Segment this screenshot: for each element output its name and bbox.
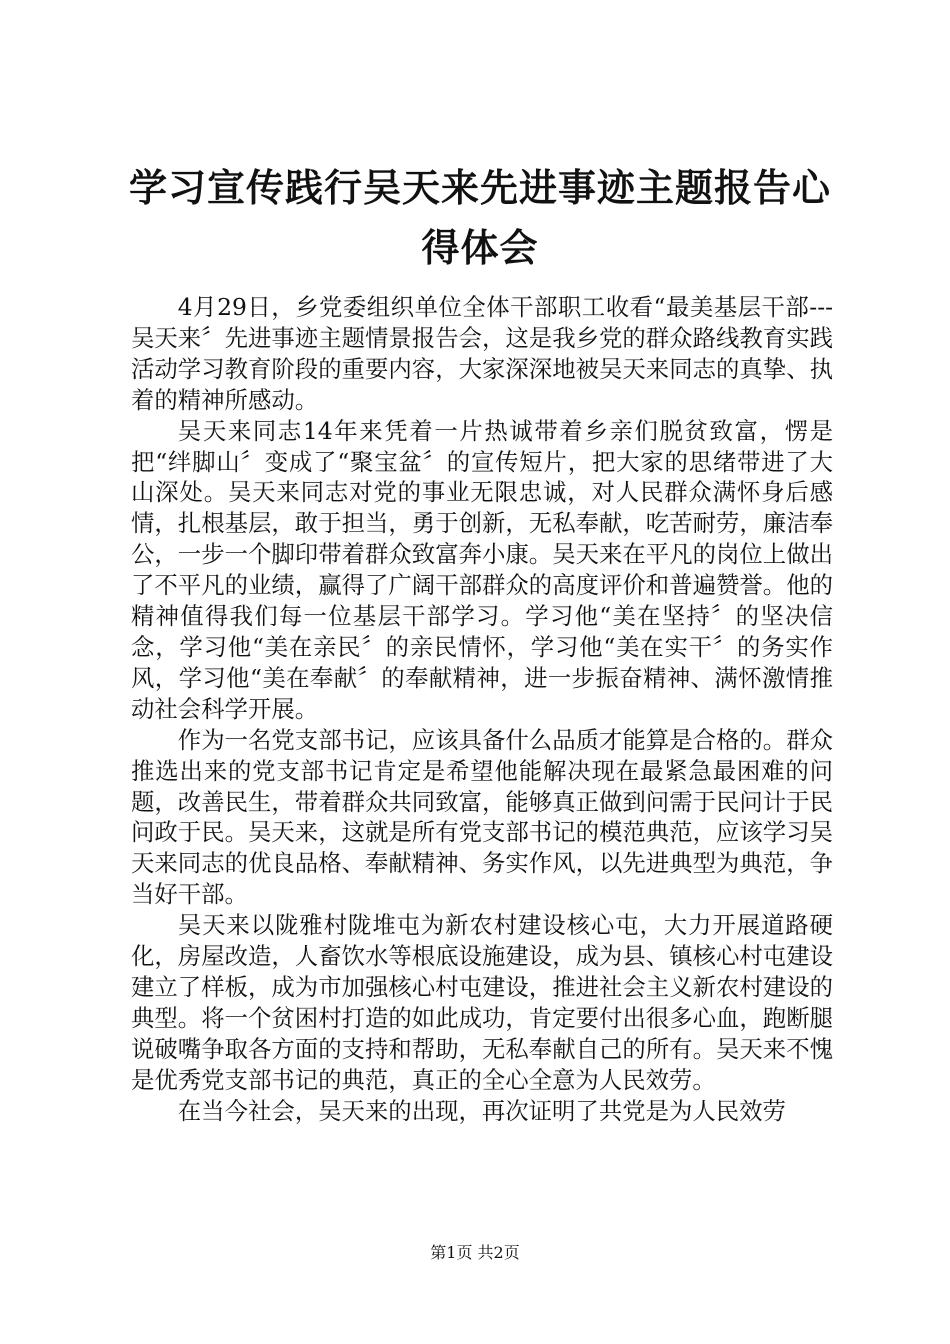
paragraph: 作为一名党支部书记，应该具备什么品质才能算是合格的。群众推选出来的党支部书记肯定是希望他能解决现在最紧急最困难的问题，改善民生，带着群众共同致富，能够真正做到问需于民问计于民问政于民。吴天来，这就是所有党支部书记的模范典范，应该学习吴天来同志的优良品格、奉献精神、务实作风，以先进典型为典范，争当好干部。 [131, 725, 833, 909]
page-footer: 第1页 共2页 [430, 1243, 520, 1262]
document-body [131, 292, 833, 1126]
paragraph: 吴天来同志14年来凭着一片热诚带着乡亲们脱贫致富，愣是把“绊脚山〞变成了“聚宝盆〞的宣传短片，把大家的思绪带进了大山深处。吴天来同志对党的事业无限忠诚，对人民群众满怀身后感情，扎根基层，敢于担当，勇于创新，无私奉献，吃苦耐劳，廉洁奉公，一步一个脚印带着群众致富奔小康。吴天来在平凡的岗位上做出了不平凡的业绩，赢得了广阔干部群众的高度评价和普遍赞誉。他的精神值得我们每一位基层干部学习。学习他“美在坚持〞的坚决信念，学习他“美在亲民〞的亲民情怀，学习他“美在实干〞的务实作风，学习他“美在奉献〞的奉献精神，进一步振奋精神、满怀激情推动社会科学开展。 [131, 416, 833, 723]
paragraph: 4月29日，乡党委组织单位全体干部职工收看“最美基层干部---吴天来〞先进事迹主题情景报告会，这是我乡党的群众路线教育实践活动学习教育阶段的重要内容，大家深深地被吴天来同志的真挚、执着的精神所感动。 [131, 293, 833, 414]
paragraph: 在当今社会，吴天来的出现，再次证明了共党是为人民效劳 [177, 1096, 786, 1125]
document-title: 学习宣传践行吴天来先进事迹主题报告心得体会 [128, 165, 831, 270]
paragraph: 吴天来以陇雅村陇堆屯为新农村建设核心屯，大力开展道路硬化，房屋改造，人畜饮水等根底设施建设，成为县、镇核心村屯建设建立了样板，成为市加强核心村屯建设，推进社会主义新农村建设的典型。将一个贫困村打造的如此成功，肯定要付出很多心血，跑断腿说破嘴争取各方面的支持和帮助，无私奉献自己的所有。吴天来不愧是优秀党支部书记的典范，真正的全心全意为人民效劳。 [131, 911, 833, 1094]
